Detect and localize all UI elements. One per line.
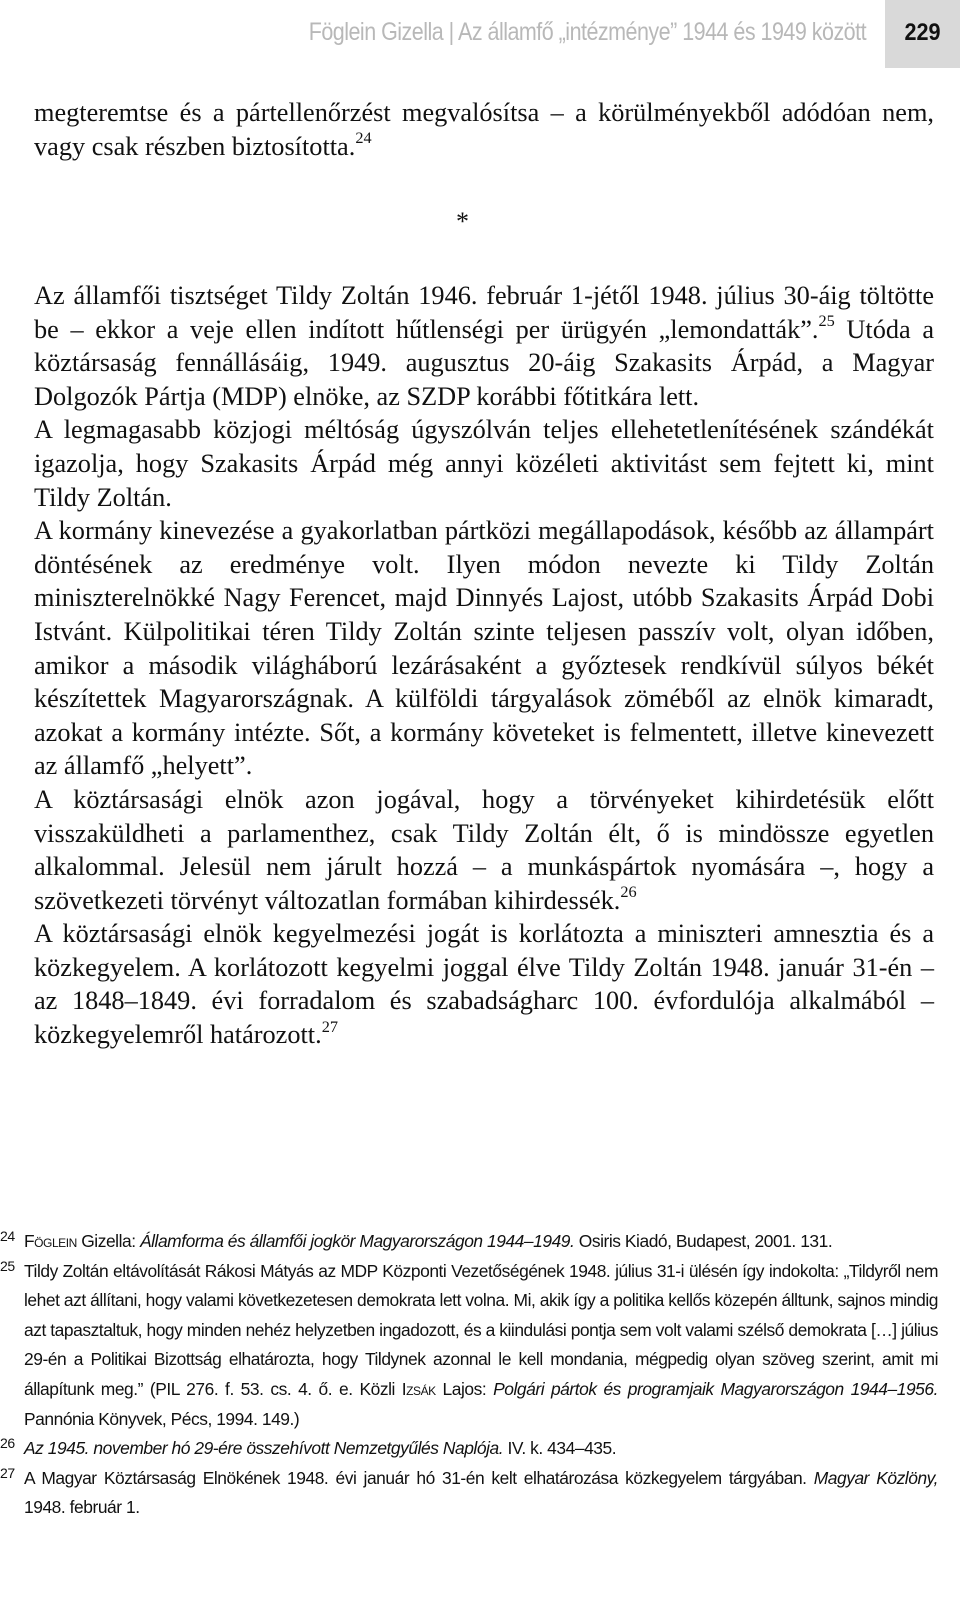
paragraph-text: A köztársasági elnök azon jogával, hogy a törvényeket kihirdetésük előtt visszaküldheti a parlamenthez, csak Tildy Zoltán élt, ő is mindössze egyetlen alkalommal. Jelesül nem járult hozzá – a munkáspártok nyomására –, hogy a szövetkezeti törvényt változatlan formában kihirdessék.: [34, 784, 934, 915]
paragraph: A legmagasabb közjogi méltóság úgyszólván teljes ellehetetlenítésének szándékát igazolja, hogy Szakasits Árpád még annyi közéleti aktivitást sem fejtett ki, mint Tildy Zoltán.: [34, 415, 934, 512]
footnote-24: [0, 1227, 938, 1257]
footnote-ref-25[interactable]: 25: [818, 311, 835, 331]
footnote-text: IV. k. 434–435.: [503, 1438, 617, 1459]
book-title: Az 1945. november hó 29-ére összehívott Nemzetgyűlés Naplója.: [24, 1438, 504, 1459]
author-name: Izsák: [401, 1378, 436, 1399]
footnote-text: A Magyar Köztársaság Elnökének 1948. évi január hó 31-én kelt elhatározása közkegyelem tárgyában.: [24, 1467, 814, 1488]
footnote-text: Tildy Zoltán eltávolítását Rákosi Mátyás az MDP Központi Vezetőségének 1948. július 31-i ülésén így indokolta: „Tildyről nem lehet azt állítani, hogy valami következetesen demokrata lett volna. Mi, akik így a politika kellős közepén álltunk, sajnos mindig azt tapasztaltuk, hogy minden nehéz helyzetben ingadozott, és a kiindulási pontja sem volt valami szélső demokrata […] július 29-én a Politikai Bizottság elhatározta, hogy Tildynek azonnal le kell mondania, mégpedig olyan szöveg szerint, amit mi állapítunk meg.” (PIL 276. f. 53. cs. 4. ő. e. Közli: [24, 1260, 938, 1399]
footnote-text: Pannónia Könyvek, Pécs, 1994. 149.): [24, 1408, 300, 1429]
footnote-text: Gizella:: [76, 1231, 140, 1251]
paragraph: [34, 783, 934, 917]
section-separator: *: [456, 207, 469, 236]
running-head-title: Föglein Gizella | Az államfő „intézménye” 1944 és 1949 között: [308, 18, 866, 46]
footnote-number: 27: [0, 1464, 15, 1481]
footnote-ref-26[interactable]: 26: [620, 882, 637, 902]
journal-title: Magyar Közlöny,: [813, 1467, 939, 1488]
footnote-text: 1948. február 1.: [24, 1497, 140, 1518]
footnote-text: Lajos:: [435, 1378, 494, 1399]
paragraph-text: A köztársasági elnök kegyelmezési jogát is korlátozta a miniszteri amnesztia és a közkegyelem. A korlátozott kegyelmi joggal élve Tildy Zoltán 1948. január 31-én – az 1848–1849. évi forradalom és szabadságharc 100. évfordulója alkalmából – közkegyelemről határozott.: [34, 919, 934, 1050]
footnote-text: Osiris Kiadó, Budapest, 2001. 131.: [574, 1231, 833, 1251]
author-name: Föglein: [24, 1231, 77, 1251]
paragraph-text: Az államfői tisztséget Tildy Zoltán 1946. február 1-jétől 1948. július 30-áig töltötte be – ekkor a veje ellen indított hűtlenségi per ürügyén „lemondatták”.: [34, 281, 934, 344]
footnotes: [0, 1227, 938, 1523]
footnote-ref-27[interactable]: 27: [321, 1016, 338, 1036]
footnote-ref-24[interactable]: 24: [355, 128, 372, 148]
paragraph-text: Utóda a köztársaság fennállásáig, 1949. augusztus 20-áig Szakasits Árpád, a Magyar Dolgozók Pártja (MDP) elnöke, az SZDP korábbi főtitkára lett.: [34, 314, 935, 411]
paragraph-text: megteremtse és a pártellenőrzést megvalósítsa – a körülményekből adódóan nem, vagy csak részben biztosította.: [34, 98, 934, 161]
footnote-26: [0, 1434, 938, 1464]
page-number: 229: [904, 19, 941, 46]
footnote-number: 25: [0, 1257, 15, 1274]
paragraph: A kormány kinevezése a gyakorlatban pártközi megállapodások, később az állampárt döntésének az eredménye volt. Ilyen módon nevezte ki Tildy Zoltán miniszterelnökké Nagy Ferencet, majd Dinnyés Lajost, utóbb Szakasits Árpád Dobi Istvánt. Külpolitikai téren Tildy Zoltán szinte teljesen passzív volt, olyan időben, amikor a második világháború lezárásaként a győztesek rendkívül súlyos békét készítettek Magyarországnak. A külföldi tárgyalások zöméből az elnök kimaradt, azokat a kormány intézte. Sőt, a kormány követeket is felmentett, illetve kinevezett az államfő „helyett”.: [34, 516, 934, 781]
footnote-27: [0, 1464, 938, 1523]
paragraph-continued: [34, 96, 934, 163]
book-title: Polgári pártok és programjaik Magyarországon 1944–1956.: [493, 1378, 938, 1399]
footnote-number: 26: [0, 1435, 15, 1452]
paragraph: [34, 917, 934, 1051]
paragraph: [34, 279, 934, 413]
footnote-25: [0, 1257, 938, 1435]
page-number-box: [885, 0, 960, 68]
page-header: [0, 0, 960, 70]
main-text: [34, 279, 934, 1052]
book-title: Államforma és államfői jogkör Magyarországon 1944–1949.: [139, 1231, 575, 1251]
footnote-number: 24: [0, 1228, 15, 1244]
